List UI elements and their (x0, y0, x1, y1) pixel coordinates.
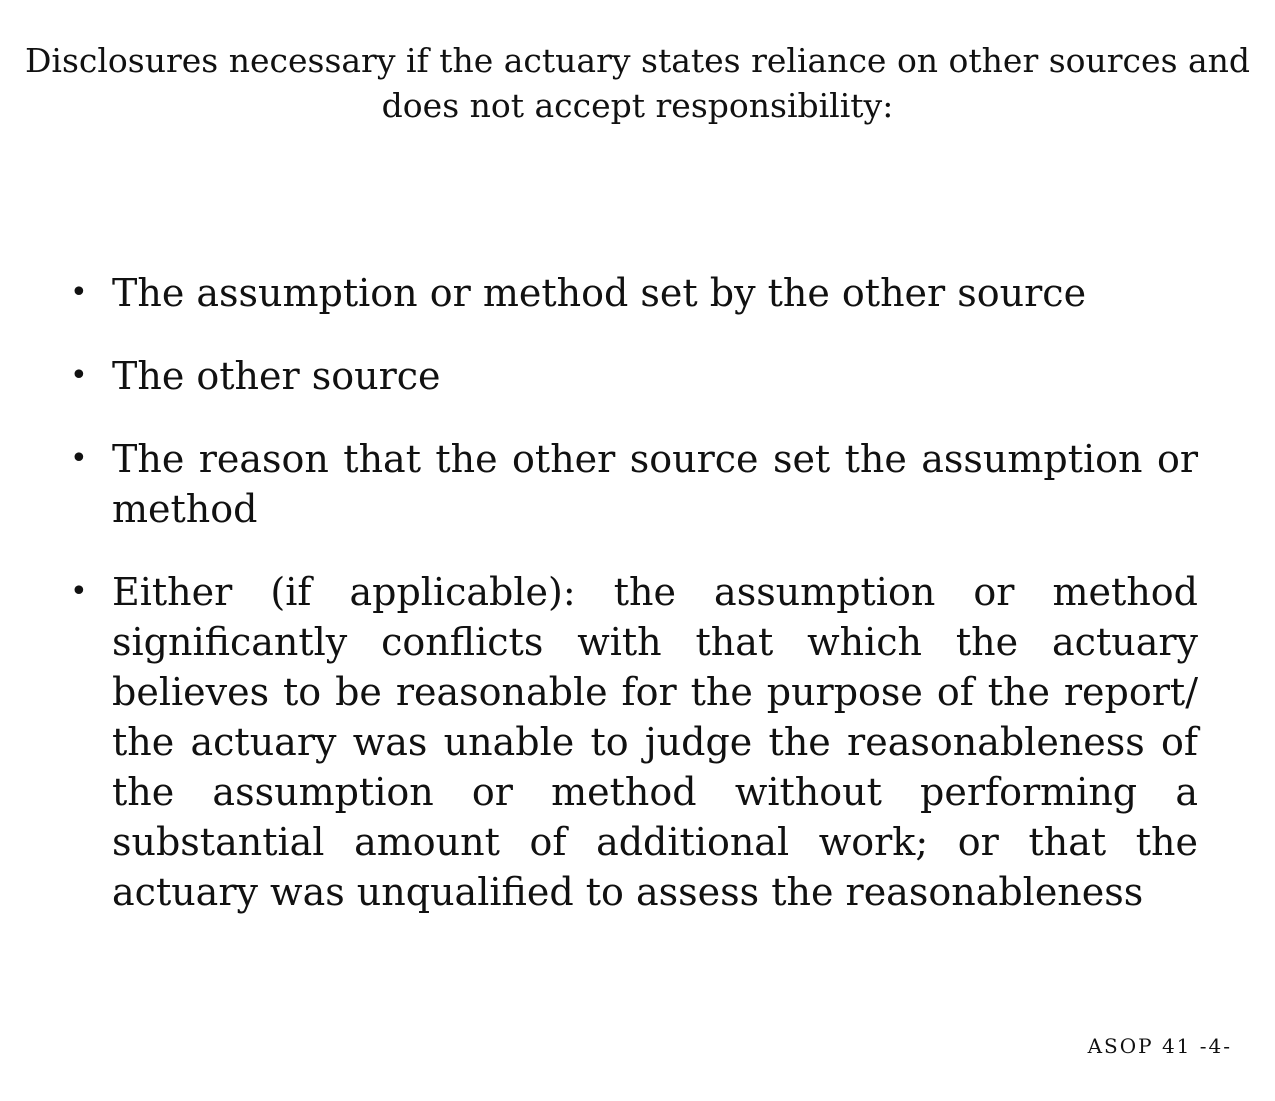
bullet-icon: • (70, 358, 88, 393)
bullet-list (66, 268, 1198, 950)
bullet-text: The other source (112, 354, 441, 398)
bullet-text: Either (if applicable): the assumption or method significantly conflicts with that which the actuary believes to be reasonable for the purpose of the report/ the actuary was unable to judge the reasonableness of the assumption or method without performing a substantial amount of additional work; or that the actuary was unqualified to assess the reasonableness (112, 570, 1198, 914)
bullet-text: The reason that the other source set the assumption or method (112, 437, 1198, 531)
bullet-item (66, 434, 1198, 534)
bullet-text: The assumption or method set by the other source (112, 271, 1087, 315)
bullet-icon: • (70, 574, 88, 609)
bullet-icon: • (70, 275, 88, 310)
page-footer: ASOP 41 -4- (1087, 1034, 1232, 1058)
slide-title: Disclosures necessary if the actuary states reliance on other sources and does not accept responsibility: (24, 41, 1251, 125)
bullet-item (66, 351, 1198, 401)
bullet-icon: • (70, 441, 88, 476)
bullet-item (66, 567, 1198, 917)
bullet-item (66, 268, 1198, 318)
